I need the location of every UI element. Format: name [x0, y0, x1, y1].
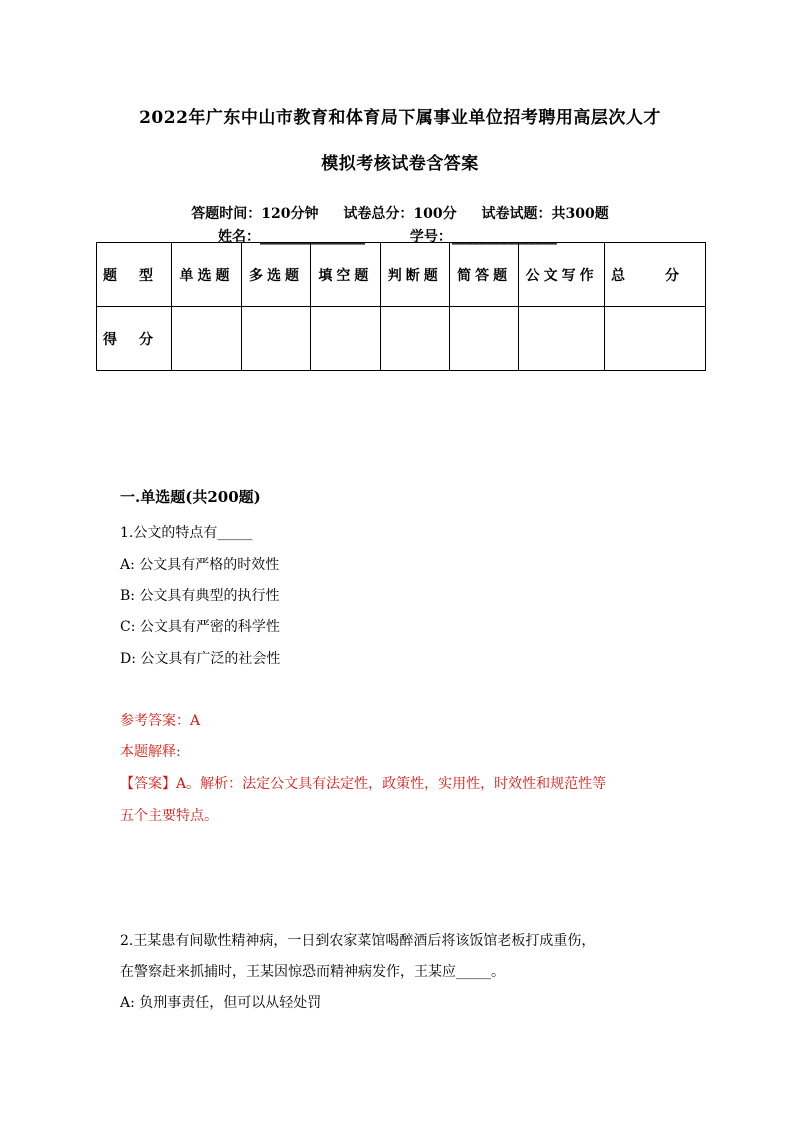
header-multiple-choice: 多选题: [241, 243, 310, 307]
question-1-option-b: B: 公文具有典型的执行性: [120, 588, 280, 604]
question-2-stem-line1: 2.王某患有间歇性精神病，一日到农家菜馆喝醉酒后将该饭馆老板打成重伤，: [120, 933, 596, 949]
score-table-score-row: [97, 307, 706, 371]
row-label-score: 得 分: [97, 307, 172, 371]
question-1-answer: 参考答案：A: [120, 713, 201, 729]
question-1-explain-line2: 五个主要特点。: [120, 808, 218, 824]
question-1-stem: 1.公文的特点有_____: [120, 525, 253, 541]
section-title: 一.单选题(共200题): [120, 488, 261, 506]
question-2-option-a: A: 负刑事责任，但可以从轻处罚: [120, 995, 322, 1011]
header-fill-blank: 填空题: [311, 243, 380, 307]
question-1-option-a: A: 公文具有严格的时效性: [120, 557, 280, 573]
score-cell: [449, 307, 518, 371]
header-single-choice: 单选题: [172, 243, 241, 307]
score-cell: [519, 307, 605, 371]
header-true-false: 判断题: [380, 243, 449, 307]
document-title-line2: 模拟考核试卷含答案: [321, 154, 479, 174]
exam-info: [0, 203, 800, 223]
question-1-option-c: C: 公文具有严密的科学性: [120, 619, 280, 635]
question-2-stem-line2: 在警察赶来抓捕时，王某因惊恐而精神病发作，王某应_____。: [120, 964, 505, 980]
score-table-header-row: [97, 243, 706, 307]
question-1-explain-label: 本题解释:: [120, 744, 181, 760]
header-short-answer: 简答题: [449, 243, 518, 307]
score-cell: [172, 307, 241, 371]
score-cell: [604, 307, 705, 371]
question-1-option-d: D: 公文具有广泛的社会性: [120, 651, 281, 667]
score-cell: [241, 307, 310, 371]
exam-total-score: 试卷总分：100分: [343, 206, 457, 222]
name-field: 姓名：_______________: [218, 229, 365, 245]
score-cell: [311, 307, 380, 371]
document-title-line1: 2022年广东中山市教育和体育局下属事业单位招考聘用高层次人才: [139, 108, 661, 128]
exam-question-count: 试卷试题：共300题: [481, 206, 609, 222]
question-1-explain-line1: 【答案】A。解析：法定公文具有法定性，政策性，实用性，时效性和规范性等: [120, 776, 607, 792]
exam-time: 答题时间：120分钟: [191, 206, 319, 222]
student-id-field: 学号：_______________: [409, 229, 557, 245]
header-total: 总 分: [604, 243, 705, 307]
header-document-writing: 公文写作: [519, 243, 605, 307]
score-table: [96, 242, 706, 371]
header-question-type: 题 型: [97, 243, 172, 307]
score-cell: [380, 307, 449, 371]
